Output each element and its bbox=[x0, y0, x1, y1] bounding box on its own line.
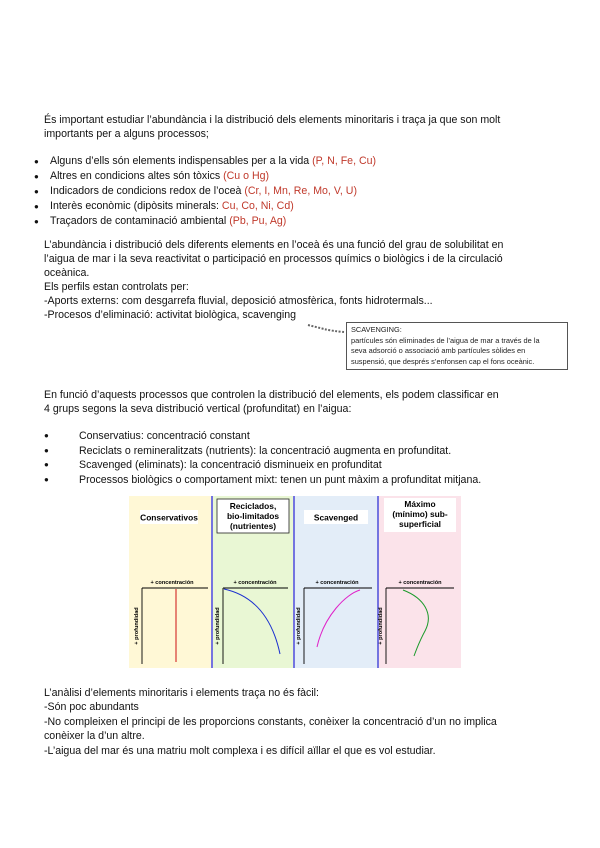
groups-list bbox=[44, 429, 481, 487]
list-item: ● Indicadors de condicions redox de l’oceà (Cr, I, Mn, Re, Mo, V, U) bbox=[34, 184, 376, 199]
callout-connector-icon bbox=[306, 322, 348, 334]
abundance-line-3: oceànica. bbox=[44, 267, 90, 279]
abundance-line-4: Els perfils estan controlats per: bbox=[44, 281, 189, 293]
analysis-line-3: -No compleixen el principi de les proporcions constants, conèixer la concentració d’un no implica bbox=[44, 716, 497, 728]
abundance-line-6: -Procesos d’eliminació: activitat biològica, scavenging bbox=[44, 309, 297, 321]
vertical-profiles-figure bbox=[128, 496, 462, 668]
panel-title: Scavenged bbox=[313, 512, 359, 523]
analysis-line-1: L’anàlisi d’elements minoritaris i elements traça no és fàcil: bbox=[44, 687, 319, 699]
list-item: ● Alguns d’ells són elements indispensables per a la vida (P, N, Fe, Cu) bbox=[34, 154, 376, 169]
callout-title: SCAVENGING: bbox=[351, 325, 402, 334]
abundance-line-1: L’abundància i distribució dels diferents elements en l’oceà és una funció del grau de solubilitat en bbox=[44, 239, 504, 251]
callout-line: partícules són eliminades de l’aigua de mar a través de la bbox=[351, 335, 540, 345]
callout-line: seva adsorció o associació amb partícules sòlides en bbox=[351, 346, 526, 356]
y-axis-label: + profundidad bbox=[296, 607, 302, 645]
reasons-list bbox=[34, 154, 376, 229]
list-item: ● Altres en condicions altes són tòxics (Cu o Hg) bbox=[34, 169, 376, 184]
list-item: ● Conservatius: concentració constant bbox=[44, 429, 481, 444]
analysis-line-2: -Són poc abundants bbox=[44, 701, 139, 713]
panel-title: Reciclados, bbox=[229, 501, 277, 511]
analysis-line-4: conèixer la d’un altre. bbox=[44, 730, 145, 742]
list-item: ● Traçadors de contaminació ambiental (Pb, Pu, Ag) bbox=[34, 214, 376, 229]
panel-title: Máximo bbox=[404, 499, 436, 509]
y-axis-label: + profundidad bbox=[378, 607, 384, 645]
list-item: ● Interès econòmic (dipòsits minerals: Cu, Co, Ni, Cd) bbox=[34, 199, 376, 214]
panel-title: (nutrientes) bbox=[229, 521, 277, 531]
x-axis-label: + concentración bbox=[150, 580, 194, 586]
analysis-line-5: -L’aigua del mar és una matriu molt complexa i es difícil aïllar el que es vol estudiar. bbox=[44, 745, 436, 757]
abundance-line-2: l’aigua de mar i la seva reactivitat o participació en processos químics o biològics i de la circulació bbox=[44, 253, 503, 265]
intro-line-1: És important estudiar l’abundància i la distribució dels elements minoritaris i traça ja que son molt bbox=[44, 114, 501, 126]
y-axis-label: + profundidad bbox=[215, 607, 221, 645]
list-item: ● Scavenged (eliminats): la concentració disminueix en profunditat bbox=[44, 458, 481, 473]
x-axis-label: + concentración bbox=[398, 580, 442, 586]
list-item: ● Processos biològics o comportament mixt: tenen un punt màxim a profunditat mitjana. bbox=[44, 473, 481, 488]
classify-line-1: En funció d’aquests processos que controlen la distribució del elements, els podem classificar en bbox=[44, 389, 499, 401]
callout-line: suspensió, que després s’enfonsen cap el fons oceànic. bbox=[351, 356, 535, 366]
abundance-line-5: -Aports externs: com desgarrefa fluvial, deposició atmosfèrica, fonts hidrotermals... bbox=[44, 295, 433, 307]
y-axis-label: + profundidad bbox=[134, 607, 140, 645]
scavenging-callout bbox=[346, 322, 568, 370]
panel-title: superficial bbox=[399, 519, 441, 529]
panel-title: bio-limitados bbox=[226, 511, 280, 521]
panel-title: Conservativos bbox=[140, 512, 198, 523]
x-axis-label: + concentración bbox=[315, 580, 359, 586]
x-axis-label: + concentración bbox=[233, 580, 277, 586]
panel-title: (mínimo) sub- bbox=[392, 509, 448, 519]
classify-line-2: 4 grups segons la seva distribució vertical (profunditat) en l’aigua: bbox=[44, 403, 352, 415]
list-item: ● Reciclats o remineralitzats (nutrients): la concentració augmenta en profunditat. bbox=[44, 444, 481, 459]
intro-line-2: importants per a alguns processos; bbox=[44, 128, 209, 140]
